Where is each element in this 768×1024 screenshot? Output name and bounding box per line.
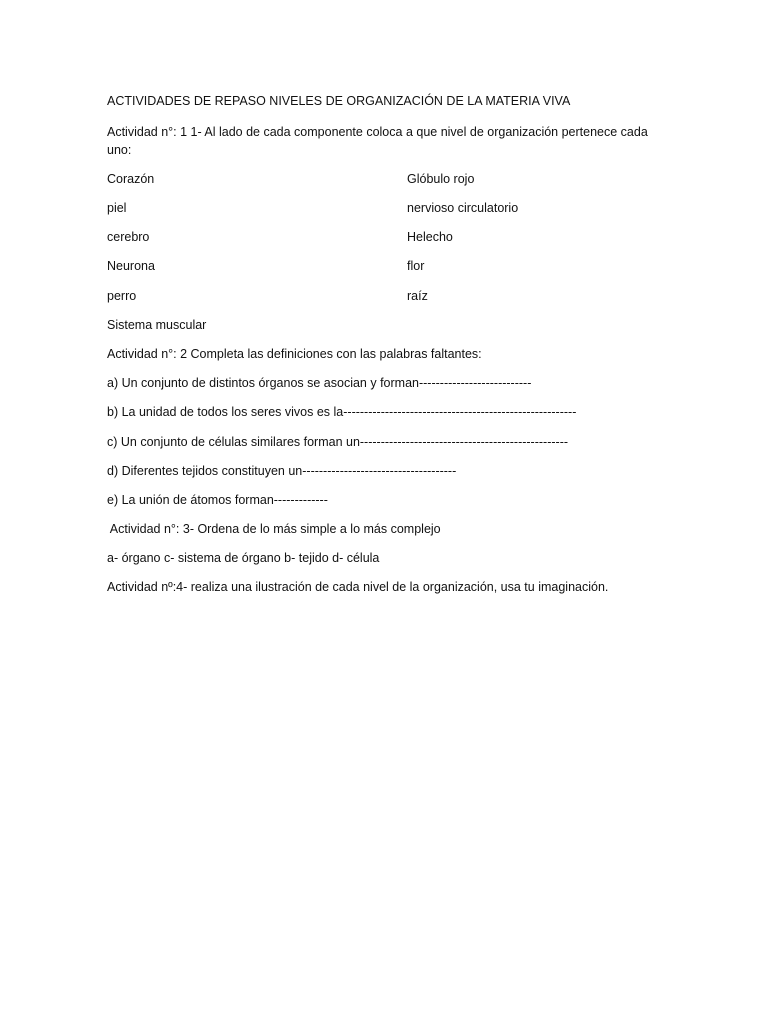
component-item: Neurona: [107, 259, 155, 274]
component-row: [107, 229, 667, 258]
definition-item: b) La unidad de todos los seres vivos es la--------------------------------------------------------: [107, 405, 577, 420]
component-row: [107, 317, 667, 346]
activity-3-heading: Actividad n°: 3- Ordena de lo más simple a lo más complejo: [107, 522, 441, 537]
component-row: [107, 288, 667, 317]
definition-item: e) La unión de átomos forman-------------: [107, 492, 328, 507]
component-item: Glóbulo rojo: [407, 171, 475, 186]
component-item: nervioso circulatorio: [407, 200, 519, 215]
component-row: [107, 258, 667, 287]
activity-2-heading: Actividad n°: 2 Completa las definiciones con las palabras faltantes:: [107, 346, 482, 361]
component-item: Helecho: [407, 230, 453, 245]
document-content: [107, 93, 667, 609]
component-item: Corazón: [107, 171, 155, 186]
component-list: [107, 171, 667, 346]
component-item: perro: [107, 288, 137, 303]
component-item: flor: [407, 259, 425, 274]
component-item: piel: [107, 200, 127, 215]
definition-item: a) Un conjunto de distintos órganos se asocian y forman---------------------------: [107, 376, 532, 391]
activity-4-heading: Actividad nº:4- realiza una ilustración de cada nivel de la organización, usa tu imaginación.: [107, 580, 609, 595]
component-row: [107, 200, 667, 229]
activity-3-items: a- órgano c- sistema de órgano b- tejido d- célula: [107, 551, 380, 566]
component-item: cerebro: [107, 230, 150, 245]
definition-item: c) Un conjunto de células similares forman un--------------------------------------------------: [107, 434, 569, 449]
component-item: Sistema muscular: [107, 317, 207, 332]
component-row: [107, 171, 667, 200]
activity-1-heading: Actividad n°: 1 1- Al lado de cada componente coloca a que nivel de organización pertenece cada uno:: [107, 124, 648, 157]
document-title: ACTIVIDADES DE REPASO NIVELES DE ORGANIZACIÓN DE LA MATERIA VIVA: [107, 94, 571, 108]
component-item: raíz: [407, 288, 428, 303]
definition-item: d) Diferentes tejidos constituyen un-------------------------------------: [107, 463, 457, 478]
